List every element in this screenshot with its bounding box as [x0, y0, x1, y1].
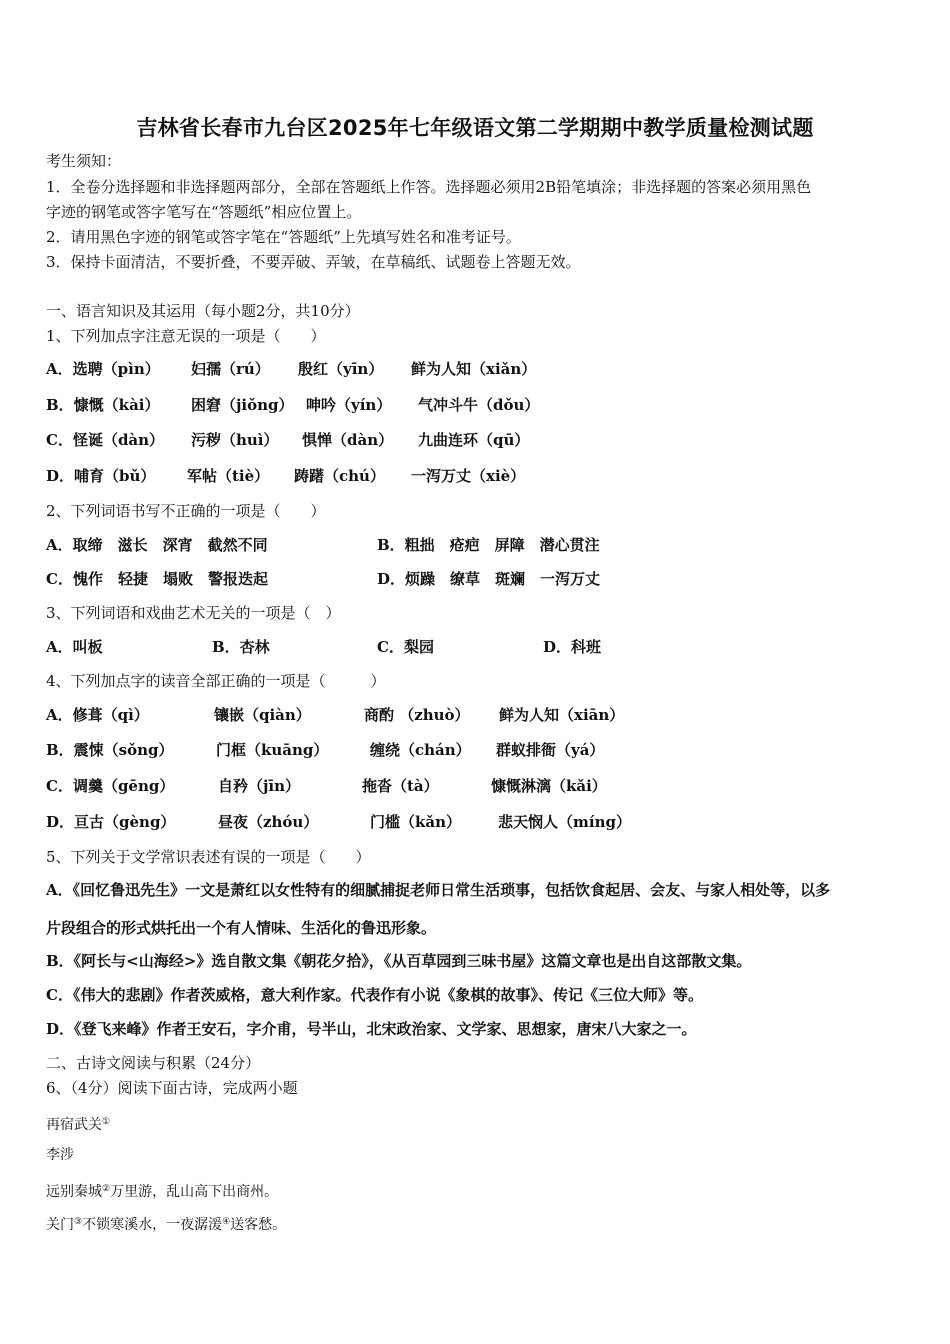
- poem-line-1: [46, 1179, 278, 1202]
- question-3-stem: 3、下列词语和戏曲艺术无关的一项是（ ）: [46, 604, 341, 622]
- notice-item: 1．全卷分选择题和非选择题两部分，全部在答题纸上作答。选择题必须用2B铅笔填涂；非选择题的答案必须用黑色: [46, 178, 812, 196]
- q1-option-b-item-4: 气冲斗牛（dǒu）: [418, 396, 540, 414]
- q4-option-b-item-2: 门框（kuāng）: [216, 741, 329, 759]
- q2-option-d: D．烦躁 缭草 斑斓 一泻万丈: [377, 570, 601, 588]
- q4-option-a-item-4: 鲜为人知（xiān）: [499, 706, 625, 724]
- q4-option-d-item-3: 门槛（kǎn）: [370, 813, 462, 831]
- footnote-marker: ③: [74, 1217, 83, 1227]
- section1-heading: 一、语言知识及其运用（每小题2分，共10分）: [46, 302, 360, 320]
- q4-option-d-item-1: D．亘古（gèng）: [46, 813, 176, 831]
- poem-text: 关门: [46, 1217, 74, 1233]
- q5-option-a: A．《回忆鲁迅先生》一文是萧红以女性特有的细腻捕捉老师日常生活琐事，包括饮食起居、会友、与家人相处等，以多: [46, 881, 831, 899]
- q4-option-a-item-2: 镶嵌（qiàn）: [214, 706, 311, 724]
- q1-option-d-item-4: 一泻万丈（xiè）: [411, 467, 526, 485]
- q1-option-d-item-3: 踌躇（chú）: [294, 467, 385, 485]
- q4-option-b-item-4: 群蚁排衙（yá）: [496, 741, 605, 759]
- q4-option-d-item-2: 昼夜（zhóu）: [218, 813, 319, 831]
- q4-option-a-item-1: A．修葺（qì）: [46, 706, 149, 724]
- q1-option-a-item-4: 鲜为人知（xiǎn）: [411, 360, 537, 378]
- question-6-stem: 6、（4分）阅读下面古诗，完成两小题: [46, 1079, 298, 1097]
- q3-option-a: A．叫板: [46, 638, 103, 656]
- q4-option-b-item-3: 缠绕（chán）: [370, 741, 471, 759]
- q4-option-c-item-3: 拖沓（tà）: [362, 777, 439, 795]
- q5-option-a-continued: 片段组合的形式烘托出一个有人情味、生活化的鲁迅形象。: [46, 919, 437, 937]
- q4-option-d-item-4: 悲天悯人（míng）: [498, 813, 631, 831]
- q1-option-b-item-3: 呻吟（yín）: [306, 396, 392, 414]
- q1-option-a-item-3: 殷红（yīn）: [298, 360, 384, 378]
- q5-option-c: C．《伟大的悲剧》作者茨威格，意大利作家。代表作有小说《象棋的故事》、传记《三位大师》等。: [46, 986, 703, 1004]
- question-1-stem: 1、下列加点字注意无误的一项是（ ）: [46, 327, 326, 345]
- q1-option-a-item-1: A．选聘（pìn）: [46, 360, 160, 378]
- exam-title: 吉林省长春市九台区2025年七年级语文第二学期期中教学质量检测试题: [136, 116, 814, 140]
- q1-option-c-item-4: 九曲连环（qū）: [418, 431, 530, 449]
- poem-author: 李涉: [46, 1147, 74, 1163]
- q3-option-b: B．杏林: [212, 638, 270, 656]
- poem-text: 不锁寒溪水，一夜潺湲: [82, 1217, 223, 1233]
- notice-item: 2．请用黑色字迹的钢笔或答字笔在“答题纸”上先填写姓名和准考证号。: [46, 228, 521, 246]
- q5-option-b: B．《阿长与<山海经>》选自散文集《朝花夕拾》，《从百草园到三味书屋》这篇文章也是出自这部散文集。: [46, 952, 752, 970]
- q1-option-d-item-2: 军帖（tiè）: [187, 467, 270, 485]
- q1-option-b-item-2: 困窘（jiǒng）: [191, 396, 294, 414]
- q3-option-d: D．科班: [543, 638, 602, 656]
- q4-option-c-item-1: C．调羹（gēng）: [46, 777, 175, 795]
- q2-option-c: C．愧作 轻捷 塌败 警报迭起: [46, 570, 268, 588]
- footnote-marker: ①: [102, 1117, 111, 1127]
- q5-option-d: D．《登飞来峰》作者王安石，字介甫，号半山，北宋政治家、文学家、思想家，唐宋八大家之一。: [46, 1020, 697, 1038]
- q1-option-c-item-1: C．怪诞（dàn）: [46, 431, 165, 449]
- q4-option-a-item-3: 商酌 （zhuò）: [364, 706, 470, 724]
- q1-option-c-item-2: 污秽（huì）: [191, 431, 279, 449]
- footnote-marker: ④: [222, 1217, 231, 1227]
- question-5-stem: 5、下列关于文学常识表述有误的一项是（ ）: [46, 848, 371, 866]
- q2-option-a: A．取缔 滋长 深宵 截然不同: [46, 536, 268, 554]
- poem-line-2: [46, 1212, 286, 1235]
- poem-text: 远别秦城: [46, 1184, 102, 1200]
- poem-text: 送客愁。: [230, 1217, 287, 1233]
- q4-option-c-item-4: 慷慨淋漓（kǎi）: [491, 777, 607, 795]
- q1-option-c-item-3: 惧惮（dàn）: [302, 431, 394, 449]
- q1-option-d-item-1: D．哺育（bǔ）: [46, 467, 156, 485]
- footnote-marker: ②: [102, 1184, 111, 1194]
- poem-text: 万里游，乱山高下出商州。: [110, 1184, 279, 1200]
- poem-title-text: 再宿武关: [46, 1117, 102, 1133]
- notice-heading: 考生须知：: [46, 152, 122, 170]
- section2-heading: 二、古诗文阅读与积累（24分）: [46, 1054, 261, 1072]
- q1-option-a-item-2: 妇孺（rú）: [191, 360, 270, 378]
- q3-option-c: C．梨园: [377, 638, 434, 656]
- question-2-stem: 2、下列词语书写不正确的一项是（ ）: [46, 502, 326, 520]
- notice-item: 字迹的钢笔或答字笔写在“答题纸”相应位置上。: [46, 203, 362, 221]
- question-4-stem: 4、下列加点字的读音全部正确的一项是（ ）: [46, 672, 386, 690]
- poem-title: [46, 1112, 110, 1135]
- q1-option-b-item-1: B．慷慨（kài）: [46, 396, 160, 414]
- q2-option-b: B．粗拙 疮疤 屏障 潜心贯注: [377, 536, 600, 554]
- notice-item: 3．保持卡面清洁，不要折叠，不要弄破、弄皱，在草稿纸、试题卷上答题无效。: [46, 253, 581, 271]
- q4-option-c-item-2: 自矜（jīn）: [218, 777, 301, 795]
- q4-option-b-item-1: B．震悚（sǒng）: [46, 741, 174, 759]
